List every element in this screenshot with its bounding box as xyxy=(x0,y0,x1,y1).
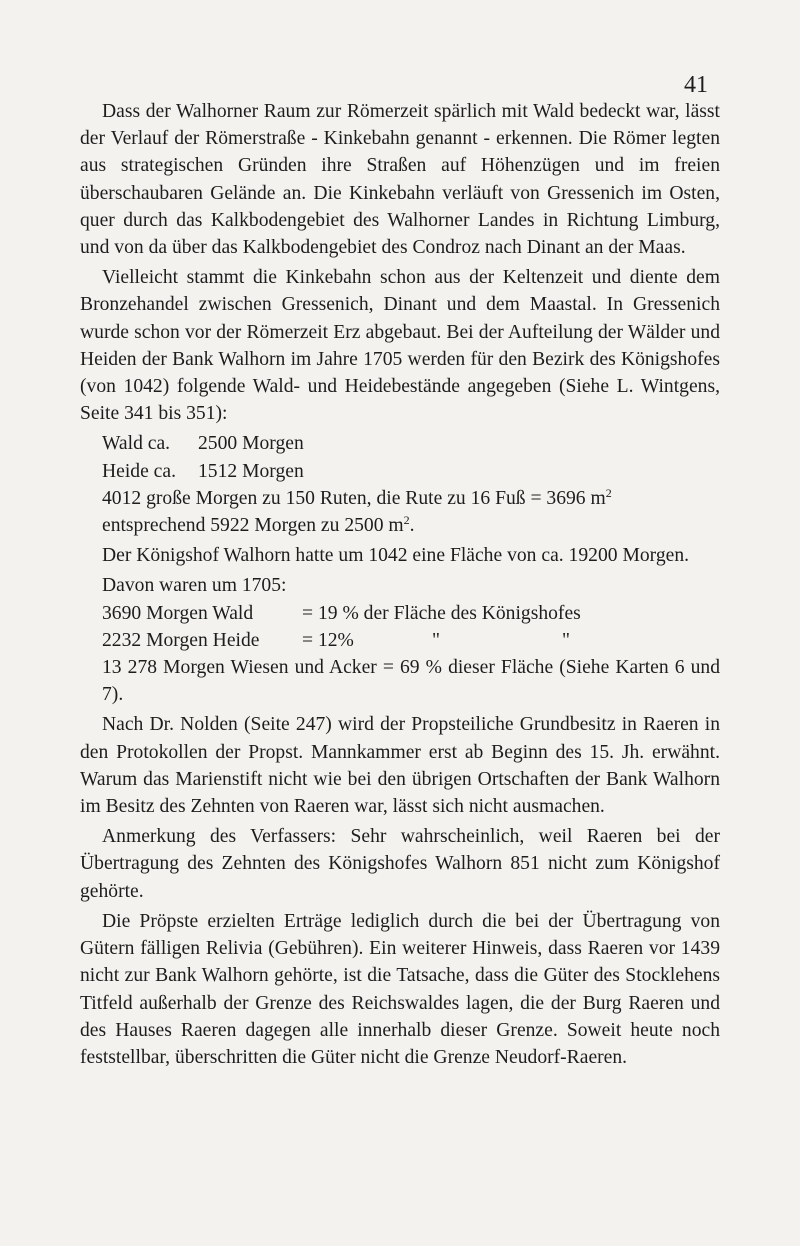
paragraph-nolden: Nach Dr. Nolden (Seite 247) wird der Propsteiliche Grundbesitz in Raeren in den Protokollen der Propst. Mannkammer erst ab Beginn des 15. Jh. erwähnt. Warum das Marienstift nicht wie bei den übrigen Ortschaften der Bank Walhorn im Besitz des Zehnten von Raeren war, lässt sich nicht ausmachen. xyxy=(80,714,720,818)
usage-row-heide xyxy=(80,627,720,654)
entsprechend-text: entsprechend 5922 Morgen zu 2500 m xyxy=(102,515,404,537)
page-number: 41 xyxy=(684,72,708,98)
paragraph-anmerkung: Anmerkung des Verfassers: Sehr wahrscheinlich, weil Raeren bei der Übertragung des Zehnten des Königshofes Walhorn 851 nicht zum Königshof gehörte. xyxy=(80,826,720,902)
wald-label: Wald ca. xyxy=(102,433,171,455)
paragraph-wiesen-acker: 13 278 Morgen Wiesen und Acker = 69 % dieser Fläche (Siehe Karten 6 und 7). xyxy=(102,657,720,706)
square-superscript: 2 xyxy=(403,513,410,528)
paragraph-kinkebahn: Vielleicht stammt die Kinkebahn schon aus der Keltenzeit und diente dem Bronzehandel zwischen Gressenich, Dinant und dem Maastal. In Gressenich wurde schon vor der Römerzeit Erz abgebaut. Bei der Aufteilung der Wälder und Heiden der Bank Walhorn im Jahre 1705 werden für den Bezirk des Königshofes (von 1042) folgende Wald- und Heidebestände angegeben (Siehe L. Wintgens, Seite 341 bis 351): xyxy=(80,267,720,425)
ditto-mark: " xyxy=(562,629,570,651)
list-item-heide xyxy=(80,458,720,485)
paragraph-koenigshof-area: Der Königshof Walhorn hatte um 1042 eine Fläche von ca. 19200 Morgen. xyxy=(102,545,690,567)
wald-value: 2500 Morgen xyxy=(198,433,304,455)
forest-heath-list xyxy=(80,430,720,539)
usage-heide-amount: 2232 Morgen Heide xyxy=(102,629,260,651)
paragraph-roman-road: Dass der Walhorner Raum zur Römerzeit spärlich mit Wald bedeckt war, lässt der Verlauf der Römerstraße - Kinkebahn genannt - erkennen. Die Römer legten aus strategischen Gründen ihre Straßen auf Höhenzügen und im freien überschaubaren Gelände an. Die Kinkebahn verläuft von Gressenich im Osten, quer durch das Kalkbodengebiet des Walhorner Landes in Richtung Limburg, und von da über das Kalkbodengebiet des Condroz nach Dinant an der Maas. xyxy=(80,101,720,259)
list-item-wald xyxy=(80,430,720,457)
usage-intro: Davon waren um 1705: xyxy=(102,575,287,597)
heide-value: 1512 Morgen xyxy=(198,460,304,482)
große-morgen-text: 4012 große Morgen zu 150 Ruten, die Rute zu 16 Fuß = 3696 m xyxy=(102,487,606,509)
paragraph-proepste: Die Pröpste erzielten Erträge lediglich durch die bei der Übertragung von Gütern fälligen Relivia (Gebühren). Ein weiterer Hinweis, dass Raeren vor 1439 nicht zur Bank Walhorn gehörte, ist die Tatsache, dass die Güter des Stocklehens Titfeld außerhalb der Grenze des Reichswaldes lagen, die der Burg Raeren und des Hauses Raeren dagegen alle innerhalb dieser Grenze. Soweit heute noch feststellbar, überschritten die Güter nicht die Grenze Neudorf-Raeren. xyxy=(80,910,720,1068)
body-text xyxy=(80,98,720,1074)
usage-list xyxy=(80,572,720,654)
ditto-mark: " xyxy=(432,629,440,651)
usage-wald-amount: 3690 Morgen Wald xyxy=(102,602,254,624)
usage-heide-share: = 12% xyxy=(302,629,354,651)
usage-wald-share: = 19 % der Fläche des Königshofes xyxy=(302,602,581,624)
heide-label: Heide ca. xyxy=(102,460,176,482)
period: . xyxy=(409,515,415,537)
list-item-große-morgen xyxy=(80,485,720,512)
list-item-entsprechend xyxy=(80,512,720,539)
usage-row-wald xyxy=(80,600,720,627)
square-superscript: 2 xyxy=(605,485,612,500)
